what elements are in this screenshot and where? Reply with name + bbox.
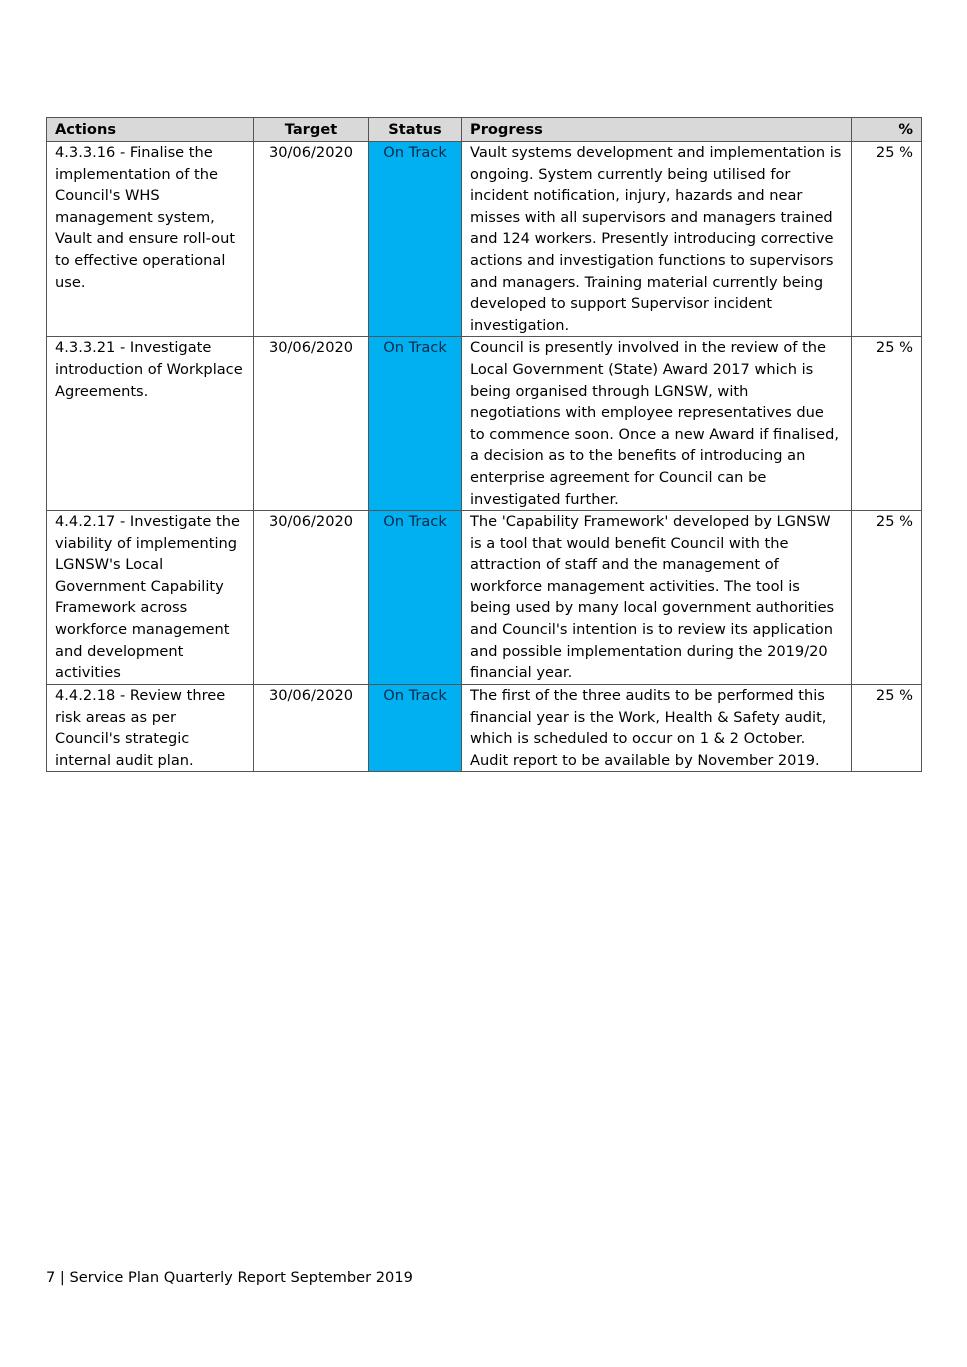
target-date-cell: 30/06/2020 xyxy=(254,142,369,337)
target-date-cell: 30/06/2020 xyxy=(254,685,369,772)
progress-cell: Vault systems development and implementation is ongoing. System currently being utilised for incident notification, injury, hazards and near misses with all supervisors and managers trained and 124 workers. Presently introducing corrective actions and investigation functions to supervisors and managers. Training material currently being developed to support Supervisor incident investigation. xyxy=(462,142,852,337)
column-header-target: Target xyxy=(254,118,369,142)
percent-cell: 25 % xyxy=(852,685,922,772)
target-date-cell: 30/06/2020 xyxy=(254,337,369,511)
table-row xyxy=(47,685,922,772)
status-cell: On Track xyxy=(369,142,462,337)
table-header-row xyxy=(47,118,922,142)
action-cell: 4.3.3.21 - Investigate introduction of Workplace Agreements. xyxy=(47,337,254,511)
percent-cell: 25 % xyxy=(852,142,922,337)
column-header-status: Status xyxy=(369,118,462,142)
percent-cell: 25 % xyxy=(852,337,922,511)
status-cell: On Track xyxy=(369,511,462,685)
column-header-percent: % xyxy=(852,118,922,142)
status-cell: On Track xyxy=(369,685,462,772)
column-header-actions: Actions xyxy=(47,118,254,142)
percent-cell: 25 % xyxy=(852,511,922,685)
page-footer: 7 | Service Plan Quarterly Report September 2019 xyxy=(46,1269,413,1286)
progress-cell: The first of the three audits to be performed this financial year is the Work, Health & Safety audit, which is scheduled to occur on 1 & 2 October. Audit report to be available by November 2019. xyxy=(462,685,852,772)
progress-cell: The 'Capability Framework' developed by LGNSW is a tool that would benefit Council with the attraction of staff and the management of workforce management activities. The tool is being used by many local government authorities and Council's intention is to review its application and possible implementation during the 2019/20 financial year. xyxy=(462,511,852,685)
action-cell: 4.4.2.17 - Investigate the viability of implementing LGNSW's Local Government Capability Framework across workforce management and development activities xyxy=(47,511,254,685)
column-header-progress: Progress xyxy=(462,118,852,142)
progress-cell: Council is presently involved in the review of the Local Government (State) Award 2017 which is being organised through LGNSW, with negotiations with employee representatives due to commence soon. Once a new Award if finalised, a decision as to the benefits of introducing an enterprise agreement for Council can be investigated further. xyxy=(462,337,852,511)
action-cell: 4.3.3.16 - Finalise the implementation of the Council's WHS management system, Vault and ensure roll-out to effective operational use. xyxy=(47,142,254,337)
table-row xyxy=(47,142,922,337)
actions-table xyxy=(46,117,922,772)
table-row xyxy=(47,337,922,511)
action-cell: 4.4.2.18 - Review three risk areas as per Council's strategic internal audit plan. xyxy=(47,685,254,772)
status-cell: On Track xyxy=(369,337,462,511)
target-date-cell: 30/06/2020 xyxy=(254,511,369,685)
table-row xyxy=(47,511,922,685)
